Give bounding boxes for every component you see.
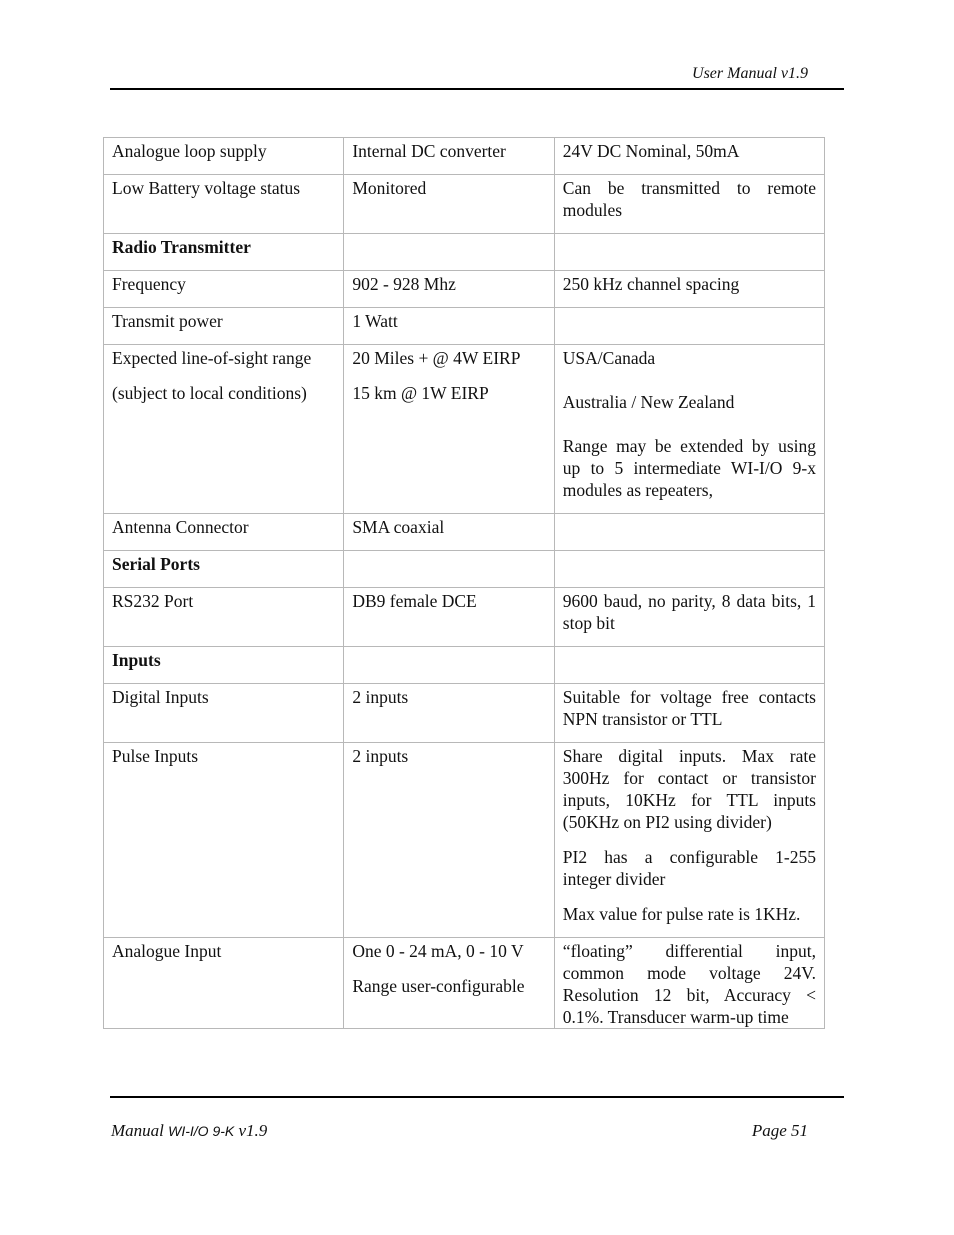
empty-cell bbox=[554, 551, 824, 588]
footer-manual-label: Manual WI-I/O 9-K v1.9 bbox=[111, 1121, 268, 1140]
empty-cell bbox=[554, 514, 824, 551]
spec-parameter: Low Battery voltage status bbox=[104, 175, 344, 234]
section-heading: Serial Ports bbox=[104, 551, 344, 588]
section-row bbox=[104, 234, 825, 271]
spec-notes: 9600 baud, no parity, 8 data bits, 1 stop bit bbox=[554, 588, 824, 647]
table-row bbox=[104, 743, 825, 938]
spec-value: Internal DC converter bbox=[344, 138, 554, 175]
spec-value: 2 inputs bbox=[344, 684, 554, 743]
spec-notes: Can be transmitted to remote modules bbox=[554, 175, 824, 234]
spec-value: 902 - 928 Mhz bbox=[344, 271, 554, 308]
spec-value: DB9 female DCE bbox=[344, 588, 554, 647]
section-heading: Radio Transmitter bbox=[104, 234, 344, 271]
page-number: Page 51 bbox=[751, 1121, 808, 1140]
spec-notes: Share digital inputs. Max rate 300Hz for contact or transistor inputs, 10KHz for TTL inputs (50KHz on PI2 using divider) PI2 has a configurable 1-255 integer divider Max value for pulse rate is 1KHz. bbox=[554, 743, 824, 938]
table-row bbox=[104, 938, 825, 1029]
spec-notes: Suitable for voltage free contacts NPN transistor or TTL bbox=[554, 684, 824, 743]
table-row bbox=[104, 271, 825, 308]
table-row bbox=[104, 345, 825, 514]
spec-parameter: Analogue loop supply bbox=[104, 138, 344, 175]
running-header: User Manual v1.9 bbox=[692, 65, 808, 82]
specifications-table bbox=[103, 137, 825, 1029]
spec-value: One 0 - 24 mA, 0 - 10 V Range user-configurable bbox=[344, 938, 554, 1029]
table-row bbox=[104, 138, 825, 175]
spec-notes: USA/Canada Australia / New Zealand Range may be extended by using up to 5 intermediate WI-I/O 9-x modules as repeaters, bbox=[554, 345, 824, 514]
table-row bbox=[104, 588, 825, 647]
spec-value: 20 Miles + @ 4W EIRP 15 km @ 1W EIRP bbox=[344, 345, 554, 514]
empty-cell bbox=[344, 234, 554, 271]
empty-cell bbox=[344, 647, 554, 684]
spec-parameter: Expected line-of-sight range (subject to local conditions) bbox=[104, 345, 344, 514]
spec-notes: “floating” differential input, common mode voltage 24V. Resolution 12 bit, Accuracy < 0.1%. Transducer warm-up time bbox=[554, 938, 824, 1029]
table-row bbox=[104, 684, 825, 743]
table-row bbox=[104, 175, 825, 234]
header-rule bbox=[110, 88, 844, 90]
section-row bbox=[104, 647, 825, 684]
spec-parameter: Digital Inputs bbox=[104, 684, 344, 743]
empty-cell bbox=[554, 234, 824, 271]
spec-value: 2 inputs bbox=[344, 743, 554, 938]
footer-rule bbox=[110, 1096, 844, 1098]
section-heading: Inputs bbox=[104, 647, 344, 684]
empty-cell bbox=[554, 308, 824, 345]
empty-cell bbox=[554, 647, 824, 684]
spec-value: 1 Watt bbox=[344, 308, 554, 345]
section-row bbox=[104, 551, 825, 588]
table-row bbox=[104, 514, 825, 551]
table-row bbox=[104, 308, 825, 345]
empty-cell bbox=[344, 551, 554, 588]
spec-parameter: Frequency bbox=[104, 271, 344, 308]
spec-notes: 250 kHz channel spacing bbox=[554, 271, 824, 308]
spec-parameter: Transmit power bbox=[104, 308, 344, 345]
spec-notes: 24V DC Nominal, 50mA bbox=[554, 138, 824, 175]
spec-parameter: Antenna Connector bbox=[104, 514, 344, 551]
spec-value: Monitored bbox=[344, 175, 554, 234]
spec-parameter: Pulse Inputs bbox=[104, 743, 344, 938]
spec-value: SMA coaxial bbox=[344, 514, 554, 551]
spec-parameter: Analogue Input bbox=[104, 938, 344, 1029]
spec-parameter: RS232 Port bbox=[104, 588, 344, 647]
